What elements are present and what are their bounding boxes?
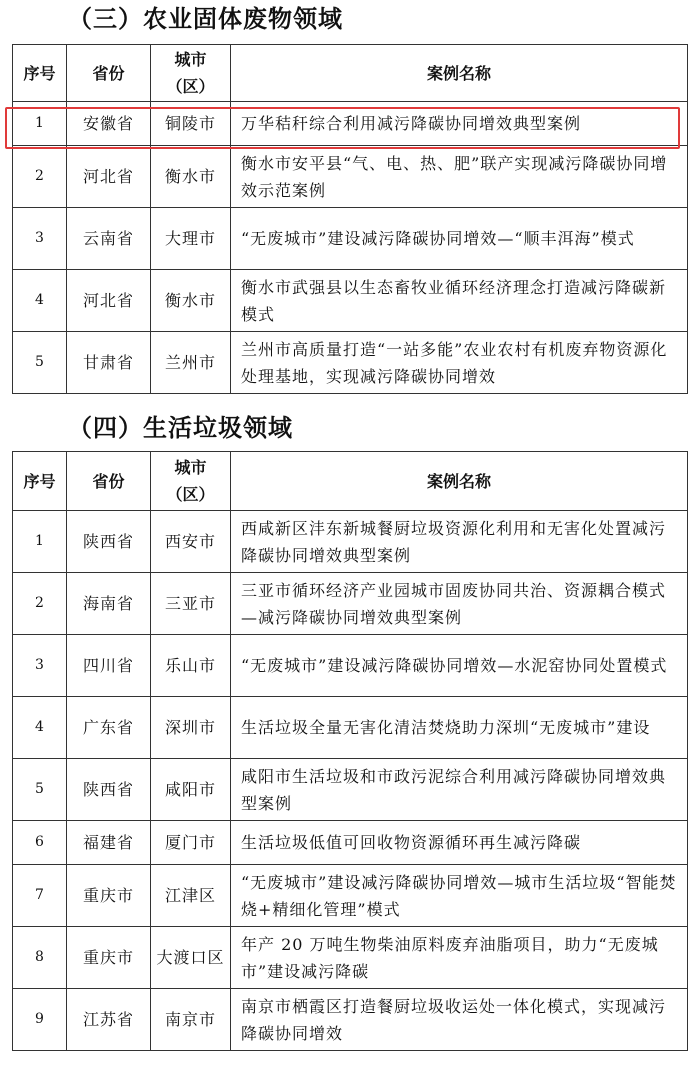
city-cell: 大渡口区 bbox=[151, 927, 231, 989]
table-row bbox=[13, 865, 688, 927]
city-cell: 衡水市 bbox=[151, 146, 231, 208]
case-name-cell: 西咸新区沣东新城餐厨垃圾资源化利用和无害化处置减污降碳协同增效典型案例 bbox=[231, 511, 688, 573]
table-row bbox=[13, 332, 688, 394]
city-cell: 西安市 bbox=[151, 511, 231, 573]
case-name-cell: “无废城市”建设减污降碳协同增效—“顺丰洱海”模式 bbox=[231, 208, 688, 270]
highlight-box bbox=[5, 107, 680, 149]
row-number: 2 bbox=[13, 573, 67, 635]
province-cell: 甘肃省 bbox=[67, 332, 151, 394]
row-number: 8 bbox=[13, 927, 67, 989]
header-city bbox=[151, 45, 231, 102]
table-row bbox=[13, 511, 688, 573]
city-cell: 大理市 bbox=[151, 208, 231, 270]
case-name-cell: 南京市栖霞区打造餐厨垃圾收运处一体化模式，实现减污降碳协同增效 bbox=[231, 989, 688, 1051]
row-number: 6 bbox=[13, 821, 67, 865]
case-name-cell: 衡水市安平县“气、电、热、肥”联产实现减污降碳协同增效示范案例 bbox=[231, 146, 688, 208]
province-cell: 四川省 bbox=[67, 635, 151, 697]
household-waste-table-body bbox=[13, 511, 688, 1051]
city-cell: 南京市 bbox=[151, 989, 231, 1051]
header-case: 案例名称 bbox=[231, 452, 688, 511]
province-cell: 陕西省 bbox=[67, 759, 151, 821]
row-number: 4 bbox=[13, 270, 67, 332]
header-city-line2: （区） bbox=[166, 485, 215, 504]
section-title-household-waste: （四）生活垃圾领域 bbox=[68, 414, 293, 442]
table-row bbox=[13, 697, 688, 759]
case-name-cell: 生活垃圾低值可回收物资源循环再生减污降碳 bbox=[231, 821, 688, 865]
row-number: 3 bbox=[13, 208, 67, 270]
row-number: 4 bbox=[13, 697, 67, 759]
header-city-line1: 城市 bbox=[174, 458, 207, 477]
city-cell: 厦门市 bbox=[151, 821, 231, 865]
case-name-cell: 兰州市高质量打造“一站多能”农业农村有机废弃物资源化处理基地，实现减污降碳协同增效 bbox=[231, 332, 688, 394]
header-province: 省份 bbox=[67, 45, 151, 102]
city-cell: 咸阳市 bbox=[151, 759, 231, 821]
province-cell: 安徽省 bbox=[67, 102, 151, 146]
row-number: 7 bbox=[13, 865, 67, 927]
section-title-agriculture: （三）农业固体废物领域 bbox=[68, 5, 343, 33]
case-name-cell: 生活垃圾全量无害化清洁焚烧助力深圳“无废城市”建设 bbox=[231, 697, 688, 759]
row-number: 1 bbox=[13, 102, 67, 146]
province-cell: 河北省 bbox=[67, 270, 151, 332]
row-number: 2 bbox=[13, 146, 67, 208]
province-cell: 河北省 bbox=[67, 146, 151, 208]
city-cell: 三亚市 bbox=[151, 573, 231, 635]
case-name-cell: “无废城市”建设减污降碳协同增效—城市生活垃圾“智能焚烧+精细化管理”模式 bbox=[231, 865, 688, 927]
table-row bbox=[13, 146, 688, 208]
row-number: 3 bbox=[13, 635, 67, 697]
city-cell: 乐山市 bbox=[151, 635, 231, 697]
header-province: 省份 bbox=[67, 452, 151, 511]
city-cell: 衡水市 bbox=[151, 270, 231, 332]
table-row bbox=[13, 821, 688, 865]
header-city-line2: （区） bbox=[166, 77, 215, 96]
province-cell: 陕西省 bbox=[67, 511, 151, 573]
table-row bbox=[13, 927, 688, 989]
row-number: 5 bbox=[13, 759, 67, 821]
case-name-cell: 三亚市循环经济产业园城市固废协同共治、资源耦合模式—减污降碳协同增效典型案例 bbox=[231, 573, 688, 635]
table-row bbox=[13, 635, 688, 697]
province-cell: 重庆市 bbox=[67, 927, 151, 989]
header-city bbox=[151, 452, 231, 511]
table-row bbox=[13, 759, 688, 821]
row-number: 5 bbox=[13, 332, 67, 394]
case-name-cell: 年产 20 万吨生物柴油原料废弃油脂项目，助力“无废城市”建设减污降碳 bbox=[231, 927, 688, 989]
row-number: 1 bbox=[13, 511, 67, 573]
header-no: 序号 bbox=[13, 45, 67, 102]
header-city-line1: 城市 bbox=[174, 50, 207, 69]
table-row bbox=[13, 989, 688, 1051]
province-cell: 江苏省 bbox=[67, 989, 151, 1051]
table-header-row bbox=[13, 452, 688, 511]
table-header-row bbox=[13, 45, 688, 102]
city-cell: 兰州市 bbox=[151, 332, 231, 394]
case-name-cell: 万华秸秆综合利用减污降碳协同增效典型案例 bbox=[231, 102, 688, 146]
case-name-cell: 咸阳市生活垃圾和市政污泥综合利用减污降碳协同增效典型案例 bbox=[231, 759, 688, 821]
province-cell: 重庆市 bbox=[67, 865, 151, 927]
case-name-cell: 衡水市武强县以生态畜牧业循环经济理念打造减污降碳新模式 bbox=[231, 270, 688, 332]
row-number: 9 bbox=[13, 989, 67, 1051]
table-row bbox=[13, 573, 688, 635]
household-waste-case-table bbox=[12, 451, 688, 1051]
province-cell: 福建省 bbox=[67, 821, 151, 865]
province-cell: 海南省 bbox=[67, 573, 151, 635]
table-row bbox=[13, 208, 688, 270]
header-no: 序号 bbox=[13, 452, 67, 511]
header-case: 案例名称 bbox=[231, 45, 688, 102]
agriculture-case-table bbox=[12, 44, 688, 394]
table-row bbox=[13, 270, 688, 332]
case-name-cell: “无废城市”建设减污降碳协同增效—水泥窑协同处置模式 bbox=[231, 635, 688, 697]
province-cell: 广东省 bbox=[67, 697, 151, 759]
city-cell: 深圳市 bbox=[151, 697, 231, 759]
city-cell: 铜陵市 bbox=[151, 102, 231, 146]
city-cell: 江津区 bbox=[151, 865, 231, 927]
province-cell: 云南省 bbox=[67, 208, 151, 270]
